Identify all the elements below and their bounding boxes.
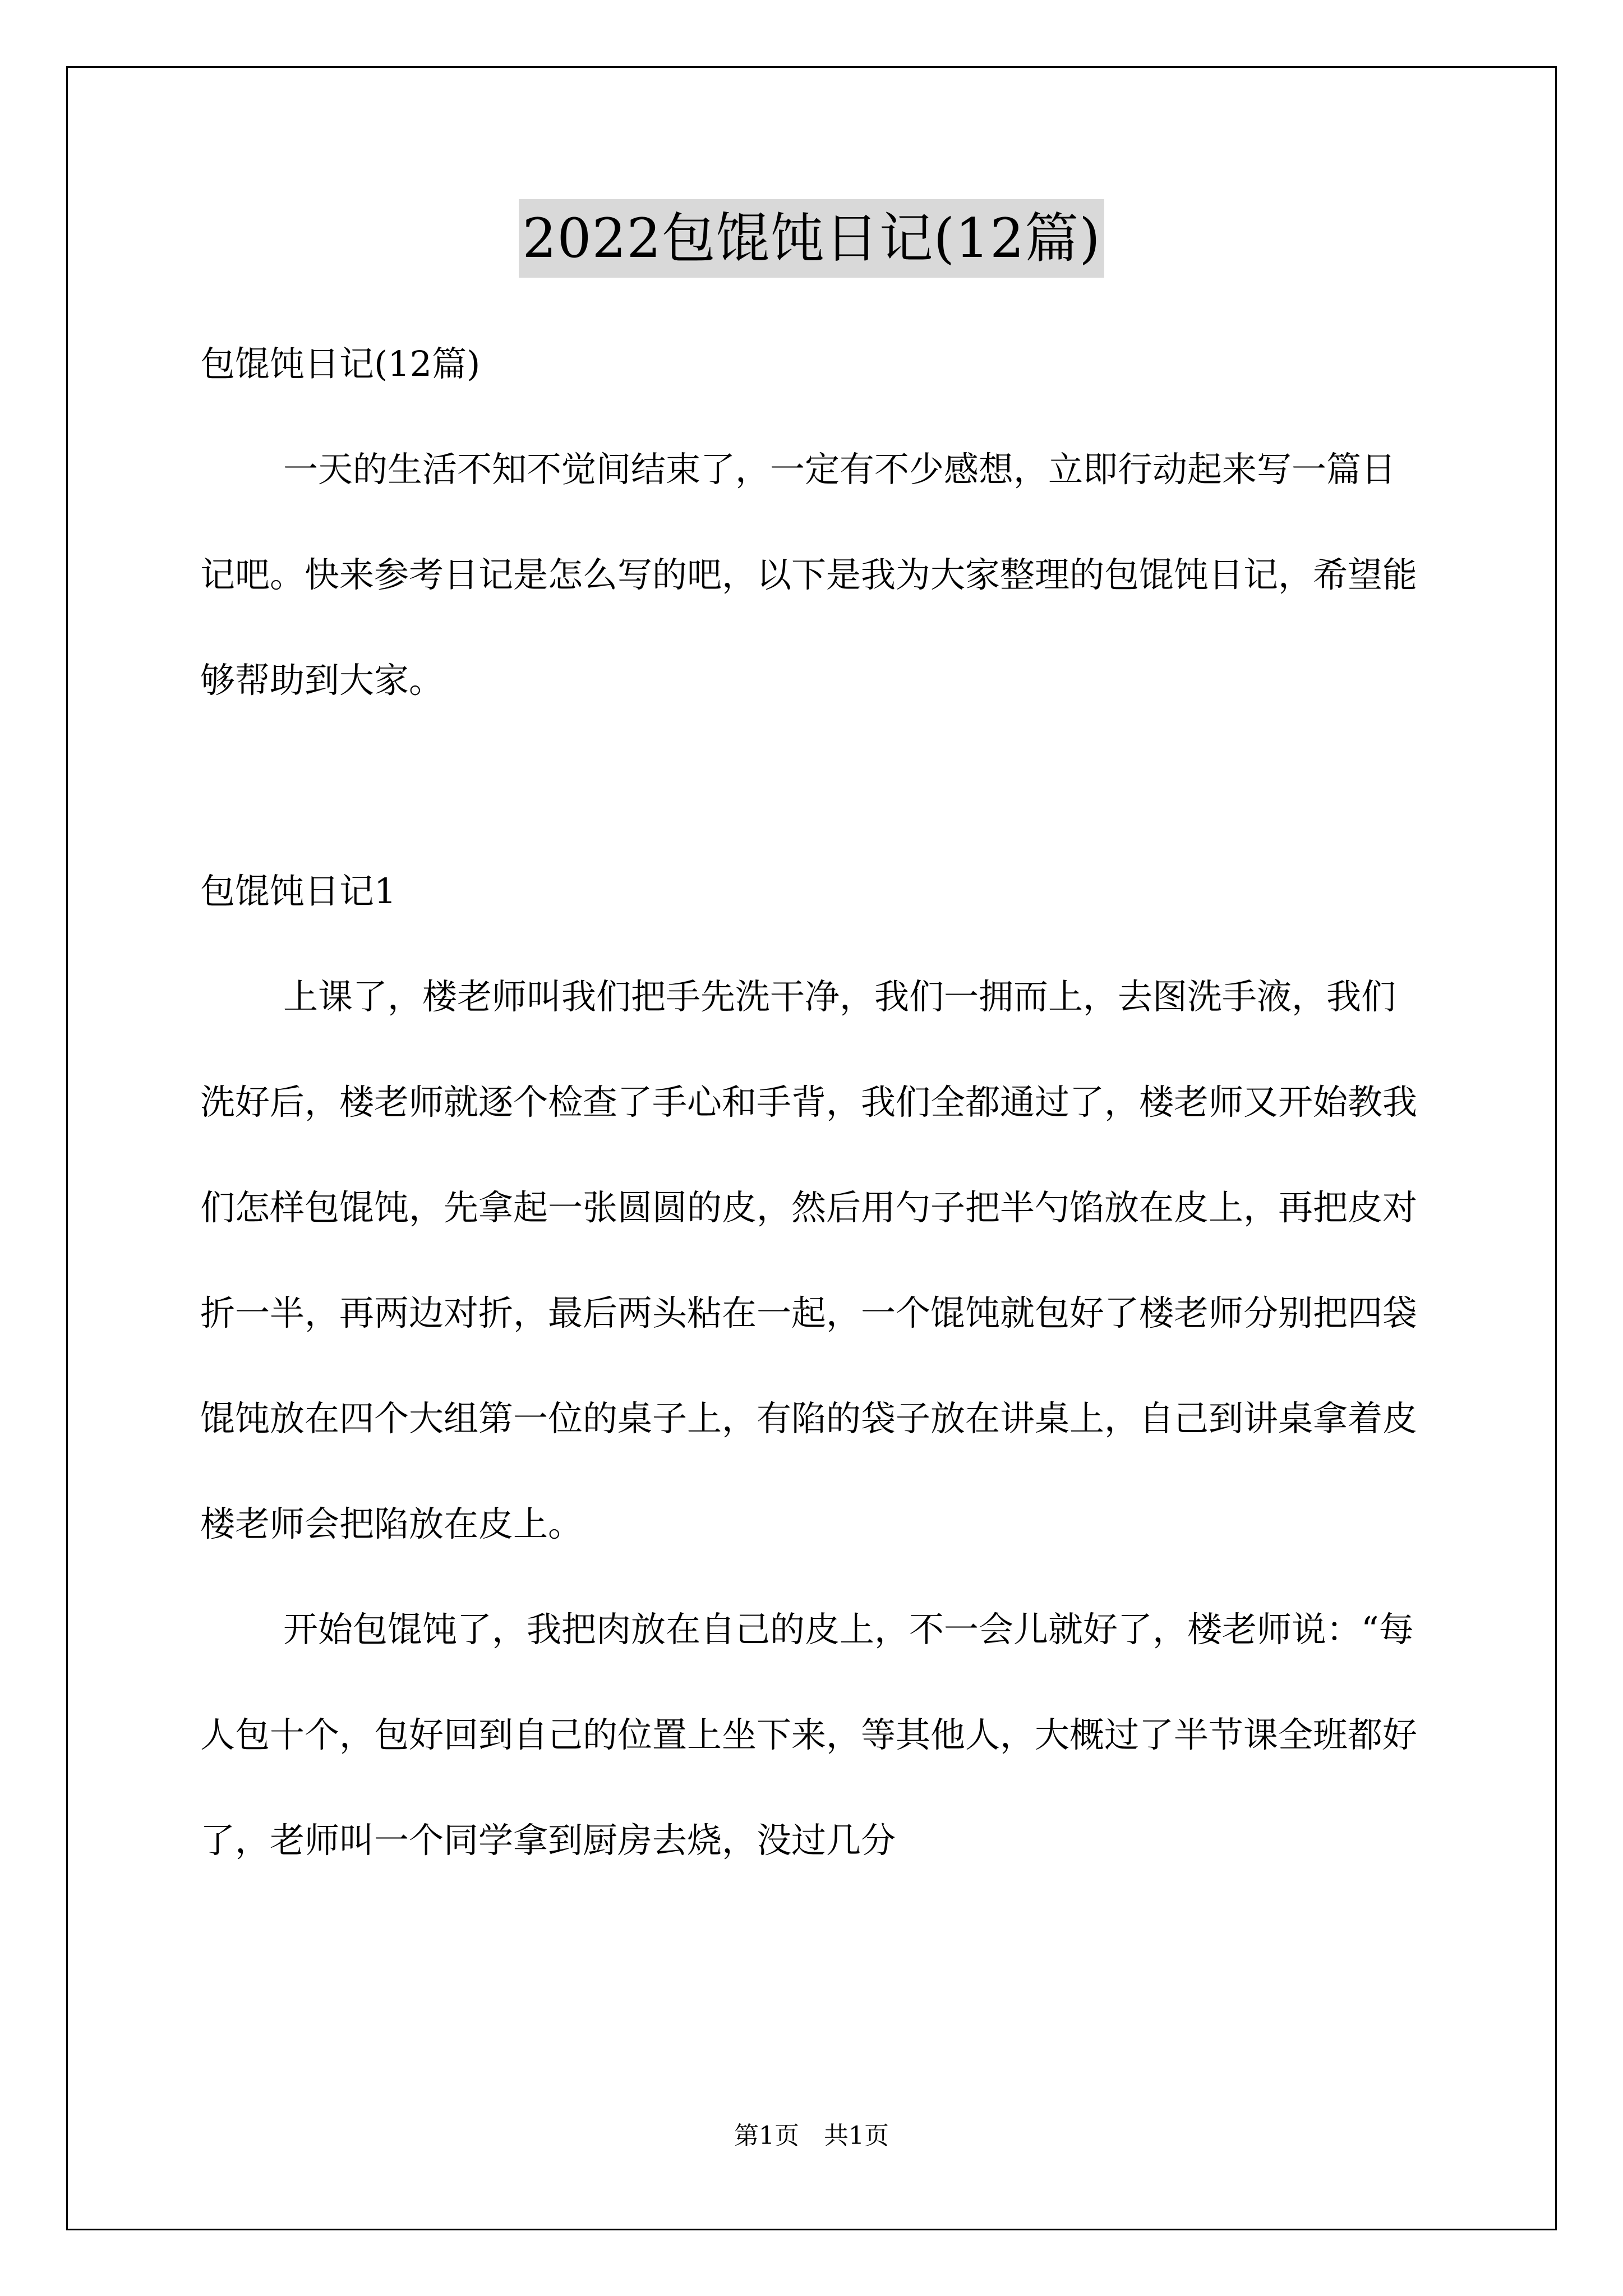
document-title: 2022包馄饨日记(12篇) (519, 199, 1104, 278)
document-subtitle: 包馄饨日记(12篇) (200, 343, 481, 384)
title-container (0, 199, 1623, 278)
page-footer: 第1页 共1页 (734, 2122, 889, 2150)
document-body (200, 311, 1423, 1893)
body-paragraph-1: 上课了，楼老师叫我们把手先洗干净，我们一拥而上，去图洗手液，我们洗好后，楼老师就逐个检查了手心和手背，我们全都通过了，楼老师又开始教我们怎样包馄饨，先拿起一张圆圆的皮，然后用勺子把半勺馅放在皮上，再把皮对折一半，再两边对折，最后两头粘在一起，一个馄饨就包好了楼老师分别把四袋馄饨放在四个大组第一位的桌子上，有陷的袋子放在讲桌上，自己到讲桌拿着皮楼老师会把陷放在皮上。 (200, 976, 1418, 1544)
body-paragraph-2: 开始包馄饨了，我把肉放在自己的皮上，不一会儿就好了，楼老师说：“每人包十个，包好回到自己的位置上坐下来，等其他人，大概过了半节课全班都好了，老师叫一个同学拿到厨房去烧，没过几分 (200, 1609, 1418, 1861)
intro-paragraph: 一天的生活不知不觉间结束了，一定有不少感想，立即行动起来写一篇日记吧。快来参考日记是怎么写的吧，以下是我为大家整理的包馄饨日记，希望能够帮助到大家。 (200, 449, 1418, 701)
section-gap (200, 733, 1423, 839)
section-heading: 包馄饨日记1 (200, 871, 396, 912)
